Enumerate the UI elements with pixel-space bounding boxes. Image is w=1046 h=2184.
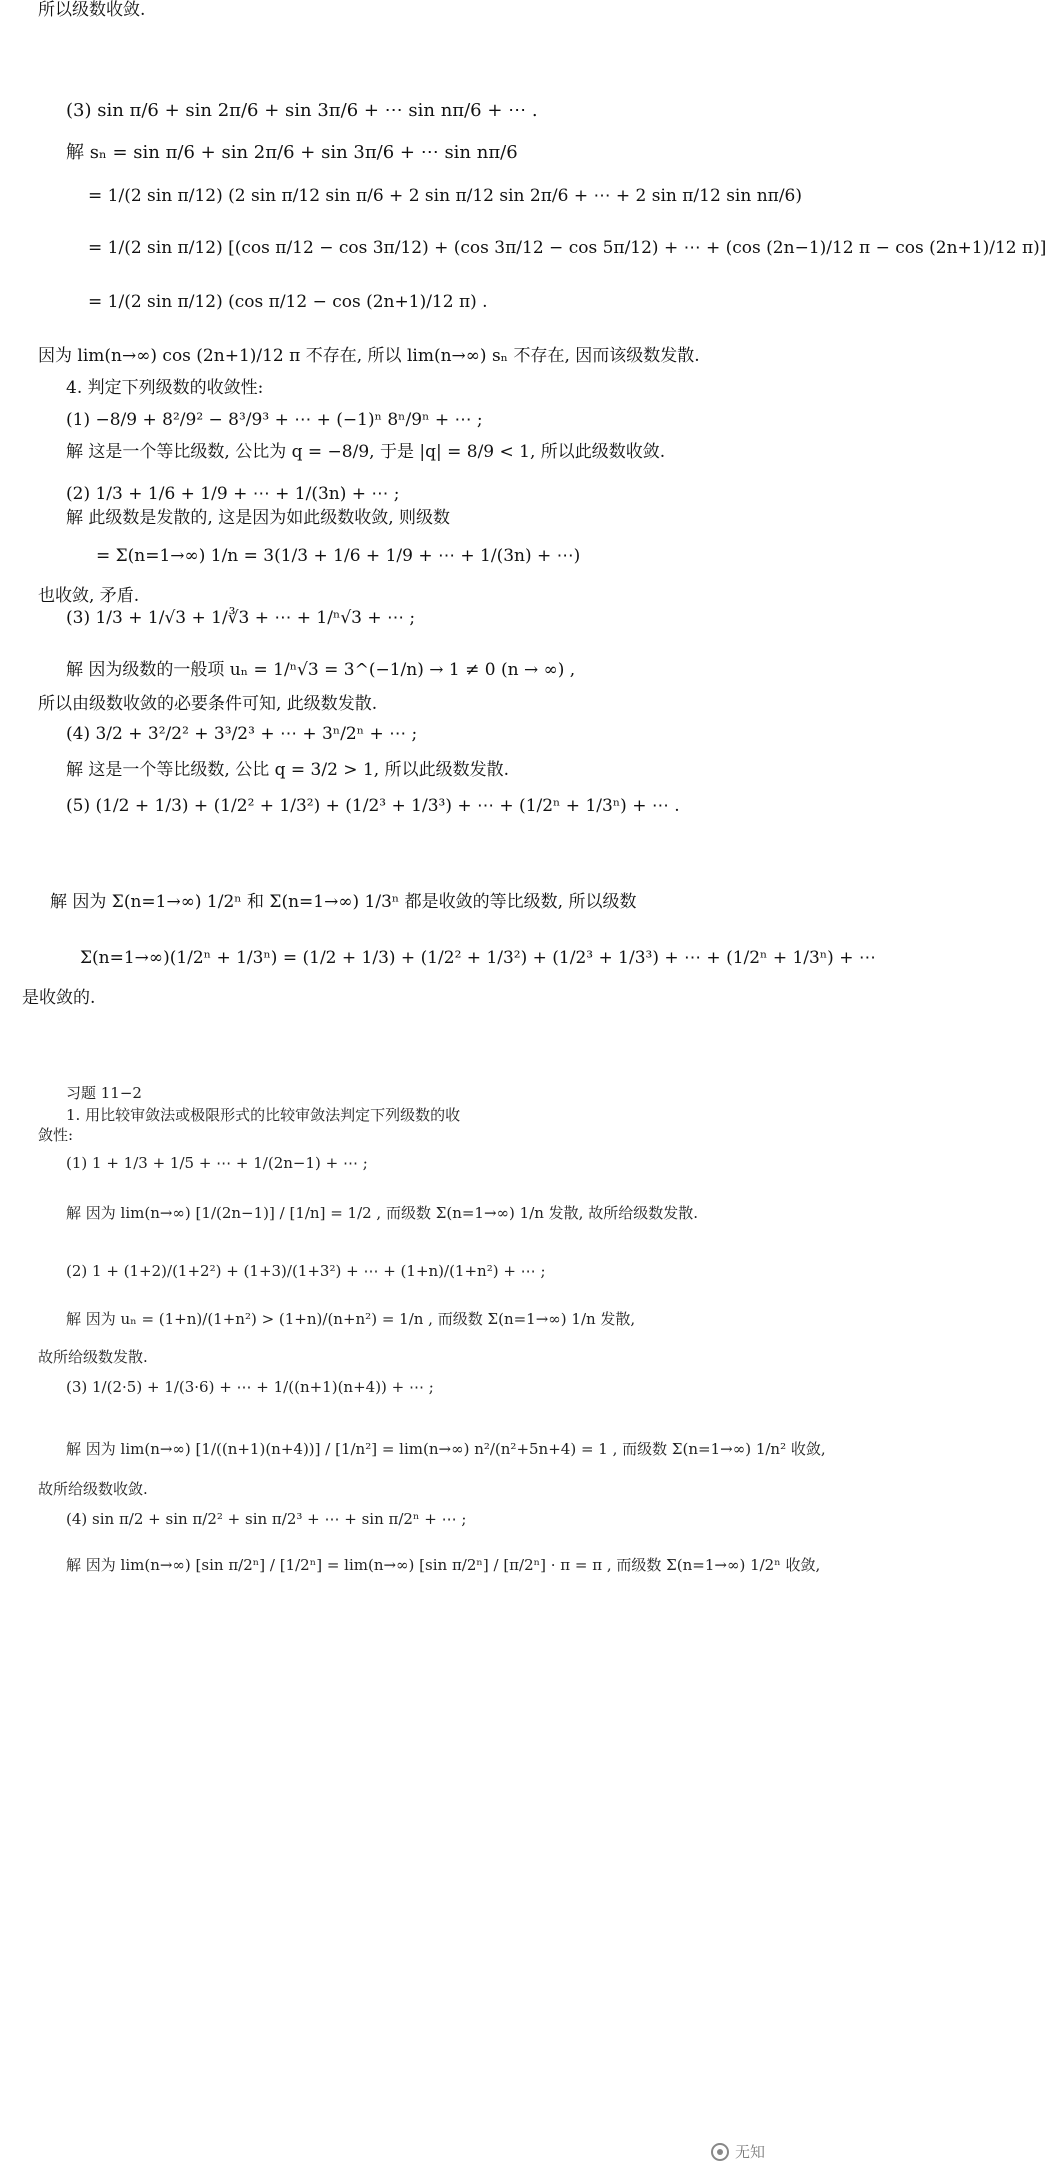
solution-line: 解 因为 Σ(n=1→∞) 1/2ⁿ 和 Σ(n=1→∞) 1/3ⁿ 都是收敛的等比级数, 所以级数 [50,892,637,912]
problem-4-2-statement: (2) 1/3 + 1/6 + 1/9 + ⋯ + 1/(3n) + ⋯ ; [66,484,400,504]
text-line: 故所给级数发散. [38,1348,148,1366]
solution-line: 解 因为 uₙ = (1+n)/(1+n²) > (1+n)/(n+n²) = 1/n , 而级数 Σ(n=1→∞) 1/n 发散, [66,1310,636,1328]
text-line: 所以级数收敛. [38,0,146,20]
text-line: 是收敛的. [22,988,96,1008]
solution-line: 解 这是一个等比级数, 公比为 q = −8/9, 于是 |q| = 8/9 < 1, 所以此级数收敛. [66,442,666,462]
problem-4-1-statement: (1) −8/9 + 8²/9² − 8³/9³ + ⋯ + (−1)ⁿ 8ⁿ/9ⁿ + ⋯ ; [66,410,483,430]
problem-3-statement: (3) sin π/6 + sin 2π/6 + sin 3π/6 + ⋯ sin nπ/6 + ⋯ . [66,100,538,121]
exercise-instruction: 1. 用比较审敛法或极限形式的比较审敛法判定下列级数的收 [66,1106,461,1124]
exercise-section-title: 习题 11−2 [66,1084,142,1102]
solution-line: 解 因为 lim(n→∞) [1/(2n−1)] / [1/n] = 1/2 , 而级数 Σ(n=1→∞) 1/n 发散, 故所给级数发散. [66,1204,698,1222]
equation-line: Σ(n=1→∞)(1/2ⁿ + 1/3ⁿ) = (1/2 + 1/3) + (1/2² + 1/3²) + (1/2³ + 1/3³) + ⋯ + (1/2ⁿ + 1/3ⁿ) + ⋯ [80,948,876,968]
problem-heading: 4. 判定下列级数的收敛性: [66,378,264,398]
solution-line: 解 因为级数的一般项 uₙ = 1/ⁿ√3 = 3^(−1/n) → 1 ≠ 0 (n → ∞) , [66,660,576,680]
solution-line: 解 此级数是发散的, 这是因为如此级数收敛, 则级数 [66,508,451,528]
equation-line: = 1/(2 sin π/12) (cos π/12 − cos (2n+1)/12 π) . [88,292,488,312]
text-line: 因为 lim(n→∞) cos (2n+1)/12 π 不存在, 所以 lim(n→∞) sₙ 不存在, 因而该级数发散. [38,346,700,366]
equation-line: = 1/(2 sin π/12) [(cos π/12 − cos 3π/12) + (cos 3π/12 − cos 5π/12) + ⋯ + (cos (2n−1)/12 π − cos (2n+1)/12 π)] [88,238,1046,258]
equation-line: = Σ(n=1→∞) 1/n = 3(1/3 + 1/6 + 1/9 + ⋯ + 1/(3n) + ⋯) [96,546,581,566]
problem-4-5-statement: (5) (1/2 + 1/3) + (1/2² + 1/3²) + (1/2³ + 1/3³) + ⋯ + (1/2ⁿ + 1/3ⁿ) + ⋯ . [66,796,680,816]
exercise-1-4-statement: (4) sin π/2 + sin π/2² + sin π/2³ + ⋯ + sin π/2ⁿ + ⋯ ; [66,1510,467,1528]
solution-line: 解 sₙ = sin π/6 + sin 2π/6 + sin 3π/6 + ⋯ sin nπ/6 [66,142,518,163]
problem-4-3-statement: (3) 1/3 + 1/√3 + 1/∛3 + ⋯ + 1/ⁿ√3 + ⋯ ; [66,608,416,628]
exercise-instruction: 敛性: [38,1126,74,1144]
exercise-1-1-statement: (1) 1 + 1/3 + 1/5 + ⋯ + 1/(2n−1) + ⋯ ; [66,1154,368,1172]
watermark-text: 无知 [734,2143,765,2161]
solution-line: 解 因为 lim(n→∞) [1/((n+1)(n+4))] / [1/n²] = lim(n→∞) n²/(n²+5n+4) = 1 , 而级数 Σ(n=1→∞) 1/n² 收敛, [66,1440,826,1458]
solution-line: 解 因为 lim(n→∞) [sin π/2ⁿ] / [1/2ⁿ] = lim(n→∞) [sin π/2ⁿ] / [π/2ⁿ] · π = π , 而级数 Σ(n=1→∞) 1/2ⁿ 收敛, [66,1556,821,1574]
problem-4-4-statement: (4) 3/2 + 3²/2² + 3³/2³ + ⋯ + 3ⁿ/2ⁿ + ⋯ ; [66,724,418,744]
watermark [711,2141,765,2162]
equation-line: = 1/(2 sin π/12) (2 sin π/12 sin π/6 + 2 sin π/12 sin 2π/6 + ⋯ + 2 sin π/12 sin nπ/6) [88,186,803,206]
solution-line: 解 这是一个等比级数, 公比 q = 3/2 > 1, 所以此级数发散. [66,760,509,780]
text-line: 故所给级数收敛. [38,1480,148,1498]
text-line: 也收敛, 矛盾. [38,586,140,606]
wechat-channel-icon [711,2143,729,2161]
exercise-1-2-statement: (2) 1 + (1+2)/(1+2²) + (1+3)/(1+3²) + ⋯ + (1+n)/(1+n²) + ⋯ ; [66,1262,546,1280]
exercise-1-3-statement: (3) 1/(2·5) + 1/(3·6) + ⋯ + 1/((n+1)(n+4)) + ⋯ ; [66,1378,434,1396]
text-line: 所以由级数收敛的必要条件可知, 此级数发散. [38,694,378,714]
